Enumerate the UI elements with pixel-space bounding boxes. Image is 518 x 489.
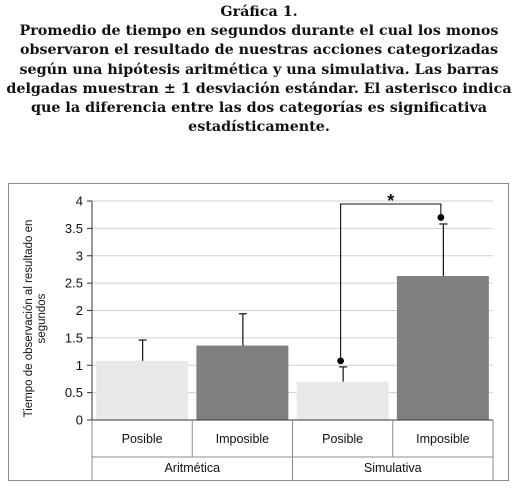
category-label: Posible [322, 432, 364, 446]
caption-line-5: delgadas muestran ± 1 desviación estándar. El asterisco indica [6, 80, 512, 97]
y-tick-label: 0.5 [64, 385, 83, 401]
y-tick-labels [65, 194, 92, 428]
y-tick-label: 2 [75, 303, 83, 318]
category-labels [122, 432, 470, 446]
y-tick-label: 4 [75, 193, 83, 209]
y-tick-label: 3.5 [64, 220, 83, 236]
group-label: Simulativa [363, 461, 422, 475]
bar [96, 361, 188, 420]
y-axis-label-line: segundos [36, 293, 48, 344]
bar [397, 276, 489, 420]
bar [196, 346, 288, 420]
caption-line-4: según una hipótesis aritmética y una simulativa. Las barras [19, 61, 499, 78]
y-tick-label: 2.5 [64, 275, 83, 291]
y-tick-label: 0 [75, 412, 83, 428]
y-axis-label [23, 220, 48, 418]
y-axis-label-line: Tiempo de observación al resultado en [23, 219, 35, 418]
significance-asterisk: * [387, 191, 395, 211]
category-label: Posible [121, 432, 163, 446]
caption-line-2: Promedio de tiempo en segundos durante el cual los monos [19, 23, 499, 40]
group-labels [164, 461, 421, 475]
category-label: Imposible [215, 432, 270, 446]
caption-line-1: Gráfica 1. [220, 4, 298, 20]
bar [297, 382, 389, 420]
category-label: Imposible [416, 432, 470, 446]
group-label: Aritmética [164, 461, 221, 475]
y-tick-label: 3 [75, 248, 83, 264]
bars [96, 276, 489, 420]
y-tick-label: 1 [75, 357, 83, 373]
significance-point [437, 214, 444, 221]
significance-point [337, 357, 344, 364]
caption-line-7: estadísticamente. [188, 119, 330, 136]
caption-line-3: observaron el resultado de nuestras acciones categorizadas [19, 42, 499, 59]
caption-line-6: que la diferencia entre las dos categorías es significativa [30, 100, 488, 117]
y-tick-label: 1.5 [64, 330, 83, 346]
